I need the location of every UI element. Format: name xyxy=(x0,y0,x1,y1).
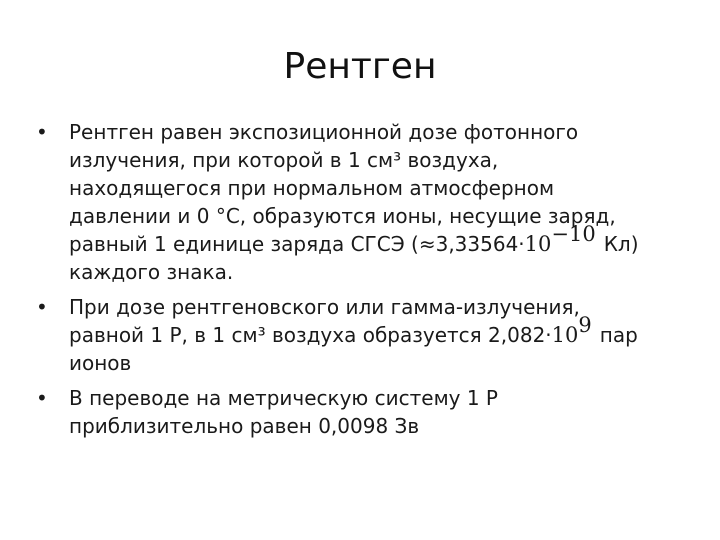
bullet-text-segment: равный 1 единице заряда СГСЭ (≈3,33564· xyxy=(69,232,525,256)
power-of-ten-exponent: −10 xyxy=(551,222,596,246)
bullet-text-line: каждого знака. xyxy=(69,260,234,284)
power-of-ten-base: 10 xyxy=(551,323,579,347)
bullet-text-line xyxy=(69,222,692,258)
bullet-text-line: излучения, при которой в 1 см³ воздуха, xyxy=(69,148,499,172)
bullet-text-segment: Кл) xyxy=(603,232,639,256)
bullet-text-line: При дозе рентгеновского или гамма-излучения, xyxy=(69,295,580,319)
bullet-text-line xyxy=(69,313,692,349)
power-of-ten-exponent: 9 xyxy=(578,313,592,337)
bullet-icon: • xyxy=(36,386,48,410)
bullet-text-line: ионов xyxy=(69,351,132,375)
slide-title: Рентген xyxy=(283,46,437,87)
bullet-list xyxy=(32,118,692,447)
bullet-item-si-conversion xyxy=(32,384,692,440)
bullet-icon: • xyxy=(36,295,48,319)
bullet-item-ion-pairs xyxy=(32,293,692,377)
bullet-text-line: давлении и 0 °С, образуются ионы, несущие заряд, xyxy=(69,204,616,228)
bullet-text-line: находящегося при нормальном атмосферном xyxy=(69,176,555,200)
bullet-icon: • xyxy=(36,120,48,144)
bullet-text-line: В переводе на метрическую систему 1 Р xyxy=(69,386,498,410)
bullet-text-segment: пар xyxy=(599,323,638,347)
power-of-ten-base: 10 xyxy=(524,232,552,256)
bullet-text-line: приблизительно равен 0,0098 Зв xyxy=(69,414,420,438)
bullet-text-line: Рентген равен экспозиционной дозе фотонного xyxy=(69,120,579,144)
bullet-text-segment: равной 1 Р, в 1 см³ воздуха образуется 2,082· xyxy=(69,323,552,347)
bullet-item-definition xyxy=(32,118,692,286)
